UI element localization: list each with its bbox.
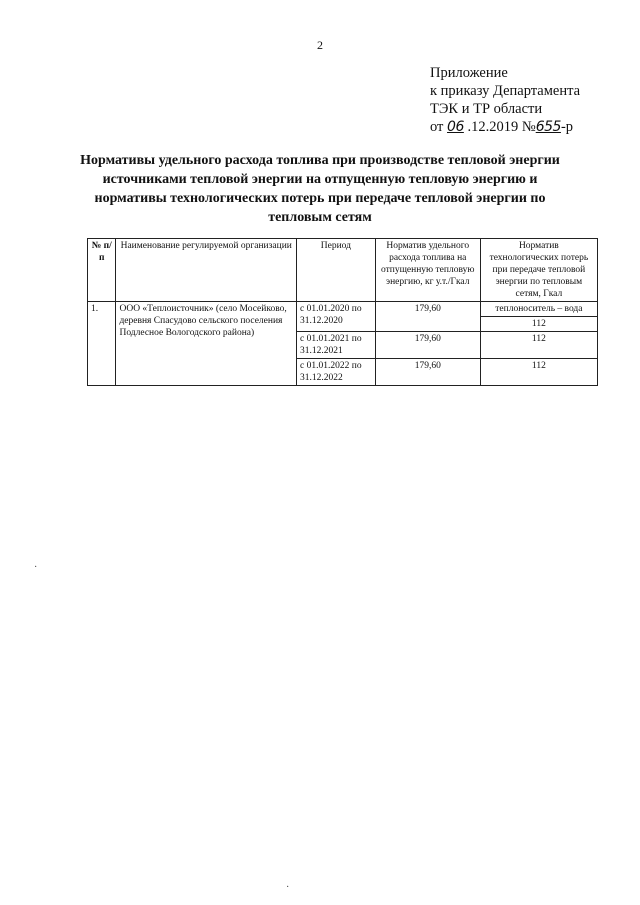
row-loss-1: 112 (531, 319, 546, 329)
row-period-1: с 01.01.2020 по 31.12.2020 (297, 302, 376, 332)
row-loss-2: 112 (480, 332, 597, 359)
header-loss-norm: Норматив технологических потерь при передаче тепловой энергии по тепловым сетям, Гкал (480, 239, 597, 302)
handwritten-number: 655 (535, 119, 561, 135)
date-rest: .12.2019 № (463, 119, 536, 135)
date-prefix: от (430, 119, 448, 135)
appendix-line1: Приложение (430, 65, 508, 81)
table-row (88, 302, 598, 332)
header-period: Период (297, 239, 376, 302)
appendix-line3: ТЭК и ТР области (430, 101, 543, 117)
header-number: № п/п (88, 239, 116, 302)
row-period-3: с 01.01.2022 по 31.12.2022 (297, 359, 376, 386)
scan-speck: · (34, 562, 38, 573)
appendix-block (430, 64, 580, 136)
row-fuel-1: 179,60 (375, 302, 480, 332)
row-loss-3: 112 (480, 359, 597, 386)
order-suffix: -р (560, 119, 574, 135)
scan-speck: · (286, 882, 290, 893)
row-period-2: с 01.01.2021 по 31.12.2021 (297, 332, 376, 359)
appendix-line2: к приказу Департамента (430, 83, 581, 99)
handwritten-day: 06 (447, 119, 464, 135)
document-title: Нормативы удельного расхода топлива при производстве тепловой энергии источниками тепловой энергии на отпущенную тепловую энергию и нормативы технологических потерь при передаче тепловой энергии по тепловым сетям (80, 153, 560, 225)
norms-table (87, 238, 598, 386)
subheader-coolant: теплоноситель – вода (481, 302, 597, 317)
row-loss-cell-1 (480, 302, 597, 332)
row-fuel-3: 179,60 (375, 359, 480, 386)
page-number: 2 (317, 38, 323, 52)
row-fuel-2: 179,60 (375, 332, 480, 359)
table-header-row (88, 239, 598, 302)
header-organization: Наименование регулируемой организации (116, 239, 297, 302)
header-fuel-norm: Норматив удельного расхода топлива на отпущенную тепловую энергию, кг у.т./Гкал (375, 239, 480, 302)
row-organization: ООО «Теплоисточник» (село Мосейково, деревня Спасудово сельского поселения Подлесное Вологодского района) (116, 302, 297, 386)
appendix-date-line (430, 118, 580, 136)
row-number: 1. (88, 302, 116, 386)
